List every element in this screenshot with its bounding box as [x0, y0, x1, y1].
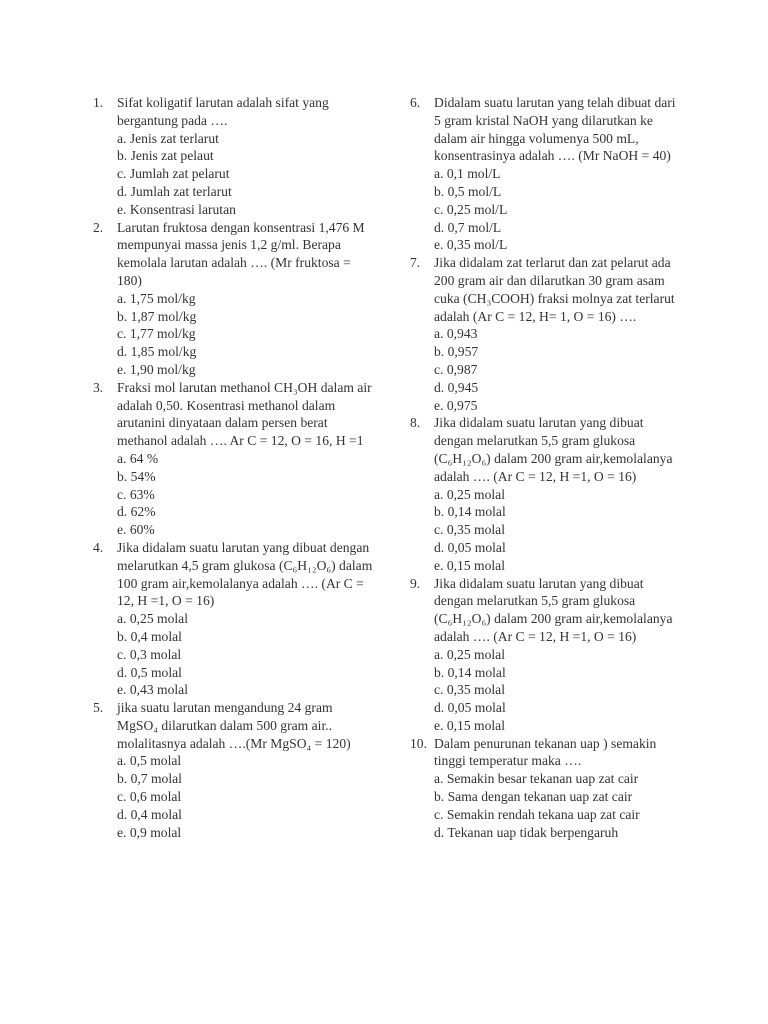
question-stem: Fraksi mol larutan methanol CH₃OH dalam air adalah 0,50. Kosentrasi methanol dalam arutanini dinyataan dalam persen berat methanol adalah …. Ar C = 12, O = 16, H =1 [117, 379, 372, 449]
question-stem: Didalam suatu larutan yang telah dibuat dari 5 gram kristal NaOH yang dilarutkan ke dalam air hingga volumenya 500 mL, konsentrasinya adalah …. (Mr NaOH = 40) [434, 95, 676, 164]
option-c: c. Semakin rendah tekana uap zat cair [434, 806, 640, 822]
option-a: a. 64 % [117, 450, 159, 466]
option-b: b. 54% [117, 468, 156, 484]
question-stem: Dalam penurunan tekanan uap ) semakin tinggi temperatur maka …. [434, 735, 657, 769]
option-a: a. 0,5 molal [117, 753, 182, 769]
option-e: e. 60% [117, 522, 155, 538]
option-d: d. 0,945 [434, 379, 479, 395]
question-number: 2. [93, 219, 104, 235]
question-number: 10. [410, 735, 427, 751]
question-5 [93, 699, 375, 841]
option-a: a. 0,25 molal [117, 611, 188, 627]
option-b: b. 0,14 molal [434, 664, 506, 680]
option-d: d. 0,05 molal [434, 539, 506, 555]
option-e: e. 0,15 molal [434, 557, 505, 573]
option-c: c. 0,35 molal [434, 522, 505, 538]
option-d: d. 1,85 mol/kg [117, 344, 197, 360]
question-number: 1. [93, 95, 104, 110]
option-d: d. Tekanan uap tidak berpengaruh [434, 824, 619, 840]
option-a: a. 0,25 molal [434, 486, 505, 502]
question-number: 7. [410, 255, 421, 271]
option-c: c. 0,6 molal [117, 789, 182, 805]
option-b: b. 0,4 molal [117, 628, 182, 644]
question-8 [410, 414, 682, 574]
question-number: 3. [93, 379, 104, 395]
option-d: d. 62% [117, 504, 156, 520]
question-stem: Jika didalam zat terlarut dan zat pelarut ada 200 gram air dan dilarutkan 30 gram asam cuka (CH₃COOH) fraksi molnya zat terlarut adalah (Ar C = 12, H= 1, O = 16) …. [434, 255, 675, 324]
question-number: 6. [410, 95, 421, 110]
option-d: d. 0,05 molal [434, 700, 506, 716]
question-stem: Sifat koligatif larutan adalah sifat yang bergantung pada …. [117, 95, 329, 128]
option-d: d. 0,7 mol/L [434, 219, 502, 235]
option-c: c. 0,3 molal [117, 646, 182, 662]
option-b: b. 0,14 molal [434, 504, 506, 520]
option-d: d. Jumlah zat terlarut [117, 183, 232, 199]
option-b: b. 0,7 molal [117, 771, 182, 787]
option-d: d. 0,4 molal [117, 806, 182, 822]
option-a: a. 1,75 mol/kg [117, 290, 196, 306]
option-c: c. 0,25 mol/L [434, 201, 508, 217]
question-stem: jika suatu larutan mengandung 24 gram MgSO₄ dilarutkan dalam 500 gram air.. molalitasnya adalah ….(Mr MgSO₄ = 120) [117, 700, 351, 751]
option-e: e. 1,90 mol/kg [117, 361, 196, 377]
question-7 [410, 254, 682, 414]
option-a: a. 0,1 mol/L [434, 166, 501, 182]
option-c: c. Jumlah zat pelarut [117, 166, 230, 182]
question-3 [93, 379, 375, 539]
option-b: b. 0,957 [434, 344, 479, 360]
left-column [93, 94, 375, 841]
question-stem: Jika didalam suatu larutan yang dibuat dengan melarutkan 4,5 gram glukosa (C₆H₁₂O₆) dalam 100 gram air,kemolalanya adalah …. (Ar C = 12, H =1, O = 16) [117, 539, 373, 609]
option-a: a. 0,25 molal [434, 646, 505, 662]
option-c: c. 0,987 [434, 361, 478, 377]
option-b: b. Jenis zat pelaut [117, 148, 214, 164]
question-10 [410, 735, 682, 842]
option-c: c. 63% [117, 486, 155, 502]
option-c: c. 1,77 mol/kg [117, 326, 196, 342]
option-a: a. 0,943 [434, 326, 478, 342]
question-stem: Jika didalam suatu larutan yang dibuat dengan melarutkan 5,5 gram glukosa (C₆H₁₂O₆) dalam 200 gram air,kemolalanya adalah …. (Ar C = 12, H =1, O = 16) [434, 575, 673, 644]
question-4 [93, 539, 375, 699]
option-a: a. Jenis zat terlarut [117, 130, 219, 146]
question-1 [93, 94, 375, 219]
option-e: e. 0,975 [434, 397, 478, 413]
right-column [410, 94, 682, 841]
option-d: d. 0,5 molal [117, 664, 182, 680]
question-number: 9. [410, 575, 421, 591]
option-b: b. 0,5 mol/L [434, 183, 502, 199]
option-c: c. 0,35 molal [434, 682, 505, 698]
question-2 [93, 219, 375, 379]
option-a: a. Semakin besar tekanan uap zat cair [434, 771, 639, 787]
question-stem: Jika didalam suatu larutan yang dibuat dengan melarutkan 5,5 gram glukosa (C₆H₁₂O₆) dalam 200 gram air,kemolalanya adalah …. (Ar C = 12, H =1, O = 16) [434, 415, 673, 484]
question-6 [410, 94, 682, 254]
question-9 [410, 575, 682, 735]
option-e: e. Konsentrasi larutan [117, 201, 236, 217]
option-b: b. 1,87 mol/kg [117, 308, 197, 324]
option-e: e. 0,35 mol/L [434, 237, 508, 253]
question-stem: Larutan fruktosa dengan konsentrasi 1,476 M mempunyai massa jenis 1,2 g/ml. Berapa kemolala larutan adalah …. (Mr fruktosa = 180) [117, 219, 365, 288]
option-e: e. 0,9 molal [117, 824, 182, 840]
question-number: 5. [93, 700, 104, 716]
option-b: b. Sama dengan tekanan uap zat cair [434, 789, 633, 805]
option-e: e. 0,43 molal [117, 682, 188, 698]
option-e: e. 0,15 molal [434, 717, 505, 733]
question-number: 8. [410, 415, 421, 431]
question-number: 4. [93, 539, 104, 555]
